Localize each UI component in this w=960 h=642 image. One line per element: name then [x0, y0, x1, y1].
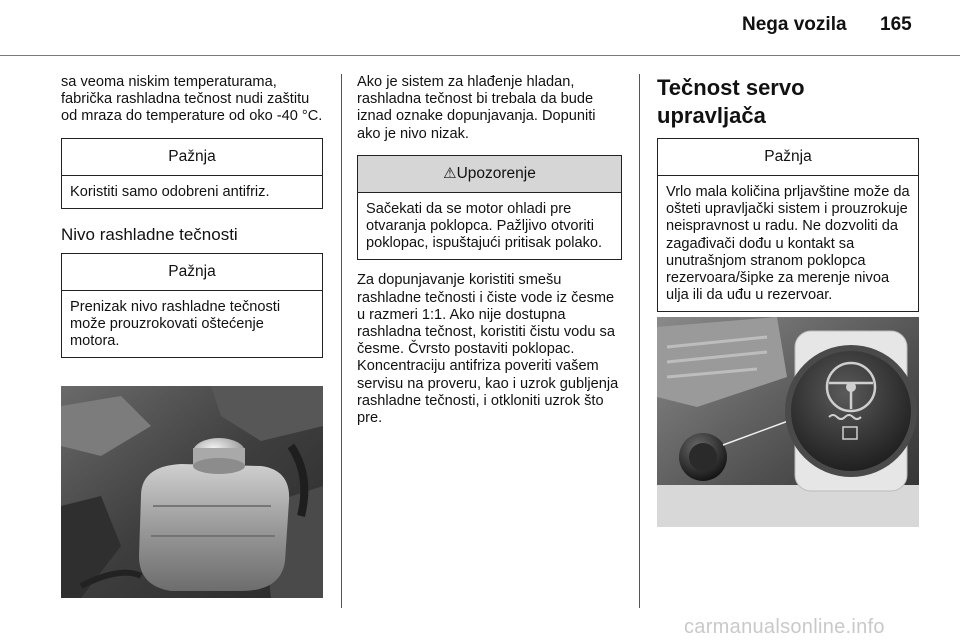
warning-title: Upozorenje	[456, 164, 536, 182]
header-rule	[0, 55, 960, 56]
page-number: 165	[880, 14, 912, 35]
refill-instructions: Za dopunjavanje koristiti smešu rashladne tečnosti i čiste vode iz česme u razmeri 1:1. Ako nije dostupna rashladna tečnost, koristiti čistu vodu sa česme. Čvrsto postaviti poklopac. Koncentraciju antifriza poveriti vašem servisu na proveru, kao i uzrok gubljenja rashladne tečnosti, i otkloniti uzrok što pre.	[357, 272, 619, 427]
warning-box	[357, 155, 622, 261]
page-header	[0, 0, 960, 50]
column-2	[357, 74, 622, 427]
warning-triangle-icon: ⚠	[443, 164, 457, 182]
power-steering-reservoir-photo	[657, 317, 919, 527]
note-title: Pažnja	[658, 139, 918, 176]
note-title: Pažnja	[62, 254, 322, 291]
coolant-reservoir-photo	[61, 386, 323, 598]
column-1	[61, 74, 323, 358]
note-text: Koristiti samo odobreni antifriz.	[70, 183, 270, 200]
column-divider-1	[341, 74, 342, 608]
column-divider-2	[639, 74, 640, 608]
chapter-title: Nega vozila	[742, 14, 847, 35]
column-3	[657, 74, 919, 312]
note-box-antifreeze	[61, 138, 323, 209]
note-box-power-steering	[657, 138, 919, 312]
note-title: Pažnja	[62, 139, 322, 176]
note-text: Vrlo mala količina prljavštine može da ošteti upravljački sistem i prouzrokuje neispravnost u radu. Ne dozvoliti da zagađivači dođu u kontakt sa unutrašnjom stranom poklopca rezervoara/šipke za merenje nivoa ulja ili da uđu u rezervoar.	[666, 184, 910, 304]
coolant-reservoir-illustration	[61, 386, 323, 598]
watermark: carmanualsonline.info	[684, 616, 885, 638]
warning-text: Sačekati da se motor ohladi pre otvaranja poklopca. Pažljivo otvoriti poklopac, ispuštajući pritisak polako.	[366, 200, 603, 252]
note-text: Prenizak nivo rashladne tečnosti može prouzrokovati oštećenje motora.	[70, 298, 281, 350]
warning-title-bar	[358, 156, 621, 193]
power-steering-illustration	[657, 317, 919, 527]
intro-paragraph: Ako je sistem za hlađenje hladan, rashladna tečnost bi trebala da bude iznad oznake dopunjavanja. Dopuniti ako je nivo nizak.	[357, 74, 596, 142]
section-heading-power-steering: Tečnost servo upravljača	[657, 75, 805, 128]
note-box-coolant-level	[61, 253, 323, 359]
section-heading-coolant-level: Nivo rashladne tečnosti	[61, 224, 238, 244]
intro-paragraph: sa veoma niskim temperaturama, fabrička rashladna tečnost nudi zaštitu od mraza do temperature od oko -40 °C.	[61, 74, 323, 125]
